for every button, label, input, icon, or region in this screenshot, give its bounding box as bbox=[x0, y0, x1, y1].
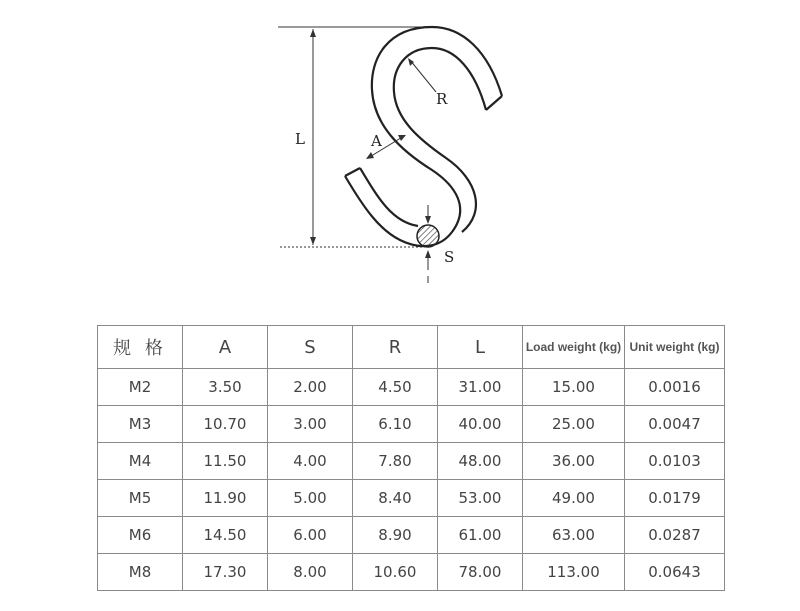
cell-A: 3.50 bbox=[183, 369, 268, 406]
label-L: L bbox=[295, 130, 305, 148]
cell-unit-weight: 0.0179 bbox=[625, 480, 725, 517]
cell-size: M4 bbox=[98, 443, 183, 480]
cell-size: M3 bbox=[98, 406, 183, 443]
cell-load-weight: 36.00 bbox=[523, 443, 625, 480]
header-unit-weight: Unit weight (kg) bbox=[625, 326, 725, 369]
table-row bbox=[98, 554, 725, 591]
header-L: L bbox=[438, 326, 523, 369]
cell-R: 8.40 bbox=[353, 480, 438, 517]
cell-R: 4.50 bbox=[353, 369, 438, 406]
cell-unit-weight: 0.0016 bbox=[625, 369, 725, 406]
cell-unit-weight: 0.0287 bbox=[625, 517, 725, 554]
table-header-row bbox=[98, 326, 725, 369]
cell-S: 3.00 bbox=[268, 406, 353, 443]
cell-size: M6 bbox=[98, 517, 183, 554]
header-S: S bbox=[268, 326, 353, 369]
cell-S: 8.00 bbox=[268, 554, 353, 591]
cell-R: 8.90 bbox=[353, 517, 438, 554]
cell-R: 7.80 bbox=[353, 443, 438, 480]
cell-size: M2 bbox=[98, 369, 183, 406]
label-R: R bbox=[436, 90, 448, 108]
cell-S: 6.00 bbox=[268, 517, 353, 554]
cell-L: 40.00 bbox=[438, 406, 523, 443]
table-row bbox=[98, 443, 725, 480]
cell-S: 2.00 bbox=[268, 369, 353, 406]
cell-unit-weight: 0.0103 bbox=[625, 443, 725, 480]
cell-size: M5 bbox=[98, 480, 183, 517]
cell-load-weight: 49.00 bbox=[523, 480, 625, 517]
cell-load-weight: 63.00 bbox=[523, 517, 625, 554]
header-spec: 规 格 bbox=[98, 326, 183, 369]
cell-unit-weight: 0.0047 bbox=[625, 406, 725, 443]
table-row bbox=[98, 517, 725, 554]
s-hook-diagram bbox=[0, 0, 800, 300]
cell-R: 6.10 bbox=[353, 406, 438, 443]
cell-L: 78.00 bbox=[438, 554, 523, 591]
header-R: R bbox=[353, 326, 438, 369]
table-row bbox=[98, 406, 725, 443]
header-A: A bbox=[183, 326, 268, 369]
header-load-weight: Load weight (kg) bbox=[523, 326, 625, 369]
label-A: A bbox=[371, 132, 382, 150]
cell-S: 4.00 bbox=[268, 443, 353, 480]
cell-L: 61.00 bbox=[438, 517, 523, 554]
section-circle bbox=[417, 225, 439, 247]
cell-load-weight: 113.00 bbox=[523, 554, 625, 591]
cell-A: 11.90 bbox=[183, 480, 268, 517]
label-S: S bbox=[444, 248, 455, 266]
table-row bbox=[98, 369, 725, 406]
table-row bbox=[98, 480, 725, 517]
spec-table bbox=[97, 325, 725, 591]
cell-size: M8 bbox=[98, 554, 183, 591]
cell-load-weight: 15.00 bbox=[523, 369, 625, 406]
cell-L: 48.00 bbox=[438, 443, 523, 480]
cell-L: 53.00 bbox=[438, 480, 523, 517]
cell-L: 31.00 bbox=[438, 369, 523, 406]
cell-A: 10.70 bbox=[183, 406, 268, 443]
cell-unit-weight: 0.0643 bbox=[625, 554, 725, 591]
cell-A: 11.50 bbox=[183, 443, 268, 480]
cell-R: 10.60 bbox=[353, 554, 438, 591]
s-hook-shape bbox=[345, 27, 502, 246]
cell-A: 17.30 bbox=[183, 554, 268, 591]
cell-load-weight: 25.00 bbox=[523, 406, 625, 443]
cell-S: 5.00 bbox=[268, 480, 353, 517]
cell-A: 14.50 bbox=[183, 517, 268, 554]
